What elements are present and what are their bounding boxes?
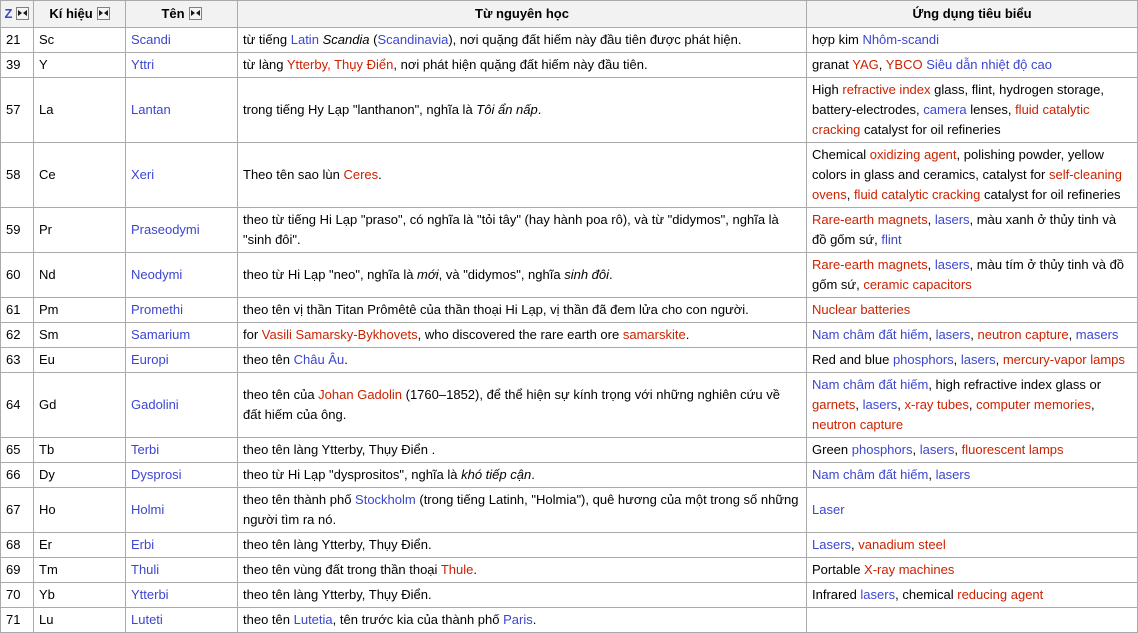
- element-name-link[interactable]: Gadolini: [131, 397, 179, 412]
- z-cell: [1, 253, 34, 298]
- column-header-etymology: [238, 1, 807, 28]
- etymology-text: trong tiếng Hy Lạp "lanthanon", nghĩa là: [243, 102, 477, 117]
- name-cell: [126, 488, 238, 533]
- applications-text: ,: [927, 257, 935, 272]
- etymology-text: Scandia: [322, 32, 370, 47]
- sort-icon[interactable]: [189, 7, 202, 20]
- link[interactable]: Châu Âu: [293, 352, 345, 367]
- etymology-text: theo tên: [243, 352, 294, 367]
- table-row: [1, 533, 1138, 558]
- applications-cell: [807, 53, 1138, 78]
- table-row: [1, 28, 1138, 53]
- applications-text: ,: [851, 537, 859, 552]
- link[interactable]: Nam châm đất hiếm: [812, 377, 929, 392]
- applications-text: hợp kim: [812, 32, 863, 47]
- symbol-value: Dy: [39, 467, 55, 482]
- etymology-cell: [238, 53, 807, 78]
- name-cell: [126, 208, 238, 253]
- etymology-text: , và "didymos", nghĩa: [438, 267, 565, 282]
- applications-text: ,: [846, 187, 854, 202]
- z-value: 60: [6, 267, 21, 282]
- red-link[interactable]: Johan Gadolin: [318, 387, 403, 402]
- etymology-text: theo tên vị thần Titan Prômêtê của thần thoại Hi Lạp, vị thần đã đem lửa cho con người.: [243, 302, 749, 317]
- link[interactable]: masers: [1075, 327, 1119, 342]
- symbol-cell: [34, 348, 126, 373]
- applications-text: ,: [927, 212, 935, 227]
- symbol-cell: [34, 438, 126, 463]
- link[interactable]: Lutetia: [293, 612, 333, 627]
- symbol-cell: [34, 533, 126, 558]
- applications-text: Chemical: [812, 147, 870, 162]
- etymology-text: (trong tiếng Latinh, "Holmia"), quê hương của một trong số những người tìm ra nó.: [243, 492, 799, 527]
- symbol-cell: [34, 323, 126, 348]
- etymology-text: (: [369, 32, 378, 47]
- etymology-text: sinh đôi: [564, 267, 610, 282]
- etymology-text: ), nơi quặng đất hiếm này đầu tiên được phát hiện.: [448, 32, 742, 47]
- symbol-cell: [34, 143, 126, 208]
- symbol-value: Er: [39, 537, 52, 552]
- link[interactable]: Siêu dẫn nhiệt độ cao: [926, 57, 1052, 72]
- applications-text: lenses,: [966, 102, 1016, 117]
- etymology-text: .: [531, 467, 535, 482]
- etymology-cell: [238, 253, 807, 298]
- applications-text: ,: [970, 327, 978, 342]
- applications-text: glass, flint, hydrogen storage, battery-electrodes,: [812, 82, 1104, 117]
- link[interactable]: Laser: [812, 502, 845, 517]
- applications-cell: [807, 608, 1138, 633]
- red-link[interactable]: Nuclear batteries: [812, 302, 911, 317]
- applications-header-label: Ứng dụng tiêu biểu: [912, 6, 1032, 21]
- etymology-text: khó tiếp cận: [461, 467, 532, 482]
- z-cell: [1, 78, 34, 143]
- z-value: 71: [6, 612, 21, 627]
- z-value: 67: [6, 502, 21, 517]
- applications-cell: [807, 373, 1138, 438]
- name-cell: [126, 608, 238, 633]
- link[interactable]: lasers: [919, 442, 955, 457]
- red-link[interactable]: YAG: [852, 57, 879, 72]
- applications-text: ,: [912, 442, 920, 457]
- z-value: 61: [6, 302, 21, 317]
- applications-cell: [807, 253, 1138, 298]
- z-cell: [1, 53, 34, 78]
- column-header-name[interactable]: [126, 1, 238, 28]
- etymology-text: theo tên: [243, 612, 294, 627]
- element-name-link[interactable]: Promethi: [131, 302, 184, 317]
- element-name-link[interactable]: Xeri: [131, 167, 155, 182]
- table-row: [1, 253, 1138, 298]
- link[interactable]: Stockholm: [355, 492, 416, 507]
- etymology-cell: [238, 208, 807, 253]
- red-link[interactable]: garnets: [812, 397, 856, 412]
- name-cell: [126, 348, 238, 373]
- element-name-link[interactable]: Luteti: [131, 612, 163, 627]
- table-row: [1, 438, 1138, 463]
- table-body: [1, 28, 1138, 633]
- applications-text: ,: [855, 397, 863, 412]
- z-cell: [1, 298, 34, 323]
- applications-cell: [807, 533, 1138, 558]
- etymology-text: .: [537, 102, 542, 117]
- applications-text: granat: [812, 57, 853, 72]
- z-cell: [1, 463, 34, 488]
- applications-cell: [807, 208, 1138, 253]
- z-cell: [1, 28, 34, 53]
- symbol-value: Sc: [39, 32, 55, 47]
- link[interactable]: Nhôm-scandi: [862, 32, 940, 47]
- etymology-text: (1760–1852), để thể hiện sự kính trọng với những nghiên cứu về đất hiếm của ông.: [243, 387, 780, 422]
- red-link[interactable]: computer memories: [976, 397, 1091, 412]
- link[interactable]: Lasers: [812, 537, 852, 552]
- applications-text: ,: [878, 57, 886, 72]
- symbol-value: Nd: [39, 267, 56, 282]
- etymology-cell: [238, 488, 807, 533]
- red-link[interactable]: neutron capture: [812, 417, 904, 432]
- etymology-cell: [238, 298, 807, 323]
- z-value: 21: [6, 32, 21, 47]
- z-value: 58: [6, 167, 21, 182]
- symbol-cell: [34, 558, 126, 583]
- element-name-link[interactable]: Yttri: [131, 57, 155, 72]
- z-value: 59: [6, 222, 21, 237]
- red-link[interactable]: mercury-vapor lamps: [1002, 352, 1125, 367]
- red-link[interactable]: Ytterby, Thụy Điển: [286, 57, 394, 72]
- applications-text: , high refractive index glass or: [928, 377, 1102, 392]
- symbol-value: Tm: [39, 562, 58, 577]
- z-cell: [1, 533, 34, 558]
- applications-text: High: [812, 82, 843, 97]
- link[interactable]: lasers: [862, 397, 898, 412]
- element-name-link[interactable]: Europi: [131, 352, 169, 367]
- etymology-text: , who discovered the rare earth ore: [417, 327, 623, 342]
- name-cell: [126, 53, 238, 78]
- etymology-text: theo từ tiếng Hi Lạp "praso", có nghĩa là "tỏi tây" (hay hành poa rô), và từ "didymos", nghĩa là "sinh đôi".: [243, 212, 779, 247]
- link[interactable]: Nam châm đất hiếm: [812, 327, 929, 342]
- etymology-text: , nơi phát hiện quặng đất hiếm này đầu tiên.: [393, 57, 648, 72]
- red-link[interactable]: fluid catalytic cracking: [812, 102, 1090, 137]
- etymology-cell: [238, 28, 807, 53]
- z-value: 70: [6, 587, 21, 602]
- applications-text: , màu xanh ở thủy tinh và đồ gốm sứ,: [812, 212, 1117, 247]
- z-cell: [1, 488, 34, 533]
- applications-cell: [807, 28, 1138, 53]
- z-cell: [1, 583, 34, 608]
- applications-text: Portable: [812, 562, 865, 577]
- etymology-text: theo tên làng Ytterby, Thụy Điển .: [243, 442, 436, 457]
- symbol-value: Pr: [39, 222, 52, 237]
- column-header-symbol[interactable]: [34, 1, 126, 28]
- link[interactable]: lasers: [935, 467, 971, 482]
- z-value: 64: [6, 397, 21, 412]
- applications-text: ,: [953, 352, 961, 367]
- etymology-cell: [238, 348, 807, 373]
- symbol-cell: [34, 78, 126, 143]
- etymology-text: từ tiếng: [243, 32, 291, 47]
- link[interactable]: Nam châm đất hiếm: [812, 467, 929, 482]
- red-link[interactable]: samarskite: [622, 327, 686, 342]
- symbol-cell: [34, 298, 126, 323]
- table-row: [1, 463, 1138, 488]
- symbol-cell: [34, 488, 126, 533]
- name-cell: [126, 583, 238, 608]
- name-cell: [126, 438, 238, 463]
- etymology-cell: [238, 78, 807, 143]
- red-link[interactable]: YBCO: [885, 57, 923, 72]
- z-value: 65: [6, 442, 21, 457]
- symbol-value: Lu: [39, 612, 54, 627]
- element-name-link[interactable]: Terbi: [131, 442, 160, 457]
- symbol-cell: [34, 253, 126, 298]
- column-header-applications: [807, 1, 1138, 28]
- z-value: 39: [6, 57, 21, 72]
- link[interactable]: lasers: [860, 587, 896, 602]
- red-link[interactable]: X-ray machines: [864, 562, 955, 577]
- red-link[interactable]: Rare-earth magnets: [812, 257, 928, 272]
- z-cell: [1, 438, 34, 463]
- red-link[interactable]: vanadium steel: [858, 537, 946, 552]
- table-row: [1, 323, 1138, 348]
- symbol-cell: [34, 28, 126, 53]
- red-link[interactable]: Thule: [440, 562, 474, 577]
- applications-cell: [807, 463, 1138, 488]
- symbol-cell: [34, 608, 126, 633]
- name-cell: [126, 533, 238, 558]
- applications-text: ,: [1090, 397, 1095, 412]
- symbol-value: Y: [39, 57, 48, 72]
- table-row: [1, 208, 1138, 253]
- red-link[interactable]: self-cleaning ovens: [812, 167, 1122, 202]
- symbol-value: Yb: [39, 587, 55, 602]
- etymology-text: theo tên vùng đất trong thần thoại: [243, 562, 441, 577]
- etymology-cell: [238, 143, 807, 208]
- etymology-text: .: [378, 167, 382, 182]
- etymology-text: for: [243, 327, 262, 342]
- name-cell: [126, 253, 238, 298]
- etymology-text: , tên trước kia của thành phố: [332, 612, 504, 627]
- z-cell: [1, 373, 34, 438]
- symbol-value: Tb: [39, 442, 55, 457]
- name-cell: [126, 78, 238, 143]
- name-cell: [126, 558, 238, 583]
- applications-cell: [807, 583, 1138, 608]
- etymology-cell: [238, 373, 807, 438]
- table-row: [1, 143, 1138, 208]
- name-cell: [126, 323, 238, 348]
- etymology-text: theo tên của: [243, 387, 319, 402]
- table-row: [1, 53, 1138, 78]
- column-header-z[interactable]: [1, 1, 34, 28]
- red-link[interactable]: ceramic capacitors: [863, 277, 972, 292]
- etymology-text: .: [685, 327, 690, 342]
- name-cell: [126, 463, 238, 488]
- sort-icon[interactable]: [97, 7, 110, 20]
- element-name-link[interactable]: Dysprosi: [131, 467, 182, 482]
- name-cell: [126, 298, 238, 323]
- z-header-link[interactable]: Z: [4, 6, 13, 21]
- etymology-cell: [238, 533, 807, 558]
- applications-cell: [807, 323, 1138, 348]
- etymology-header-label: Từ nguyên học: [475, 6, 569, 21]
- symbol-value: Pm: [39, 302, 59, 317]
- applications-text: , polishing powder, yellow colors in glass and ceramics, catalyst for: [812, 147, 1104, 182]
- etymology-text: mới: [417, 267, 439, 282]
- name-cell: [126, 143, 238, 208]
- etymology-text: theo từ Hi Lạp "neo", nghĩa là: [243, 267, 418, 282]
- etymology-text: Tôi ẩn nấp: [476, 102, 538, 117]
- applications-cell: [807, 348, 1138, 373]
- applications-cell: [807, 488, 1138, 533]
- etymology-cell: [238, 558, 807, 583]
- symbol-cell: [34, 373, 126, 438]
- symbol-cell: [34, 53, 126, 78]
- applications-text: ,: [928, 327, 936, 342]
- element-name-link[interactable]: Erbi: [131, 537, 155, 552]
- z-value: 63: [6, 352, 21, 367]
- red-link[interactable]: fluid catalytic cracking: [853, 187, 981, 202]
- symbol-cell: [34, 583, 126, 608]
- etymology-text: .: [609, 267, 613, 282]
- table-row: [1, 298, 1138, 323]
- sort-icon[interactable]: [16, 7, 29, 20]
- table-row: [1, 608, 1138, 633]
- etymology-text: .: [532, 612, 537, 627]
- red-link[interactable]: oxidizing agent: [869, 147, 957, 162]
- link[interactable]: lasers: [934, 257, 970, 272]
- etymology-cell: [238, 323, 807, 348]
- symbol-cell: [34, 463, 126, 488]
- etymology-text: theo tên làng Ytterby, Thụy Điển.: [243, 537, 432, 552]
- name-cell: [126, 28, 238, 53]
- link[interactable]: lasers: [934, 212, 970, 227]
- etymology-cell: [238, 438, 807, 463]
- element-name-link[interactable]: Praseodymi: [131, 222, 200, 237]
- red-link[interactable]: refractive index: [842, 82, 931, 97]
- applications-cell: [807, 298, 1138, 323]
- applications-text: ,: [954, 442, 962, 457]
- applications-text: Infrared: [812, 587, 861, 602]
- element-name-link[interactable]: Lantan: [131, 102, 171, 117]
- applications-cell: [807, 143, 1138, 208]
- etymology-text: .: [473, 562, 477, 577]
- link[interactable]: phosphors: [851, 442, 913, 457]
- link[interactable]: lasers: [935, 327, 971, 342]
- red-link[interactable]: Rare-earth magnets: [812, 212, 928, 227]
- z-value: 57: [6, 102, 21, 117]
- symbol-header-label: Kí hiệu: [49, 6, 93, 21]
- etymology-cell: [238, 583, 807, 608]
- z-value: 66: [6, 467, 21, 482]
- red-link[interactable]: neutron capture: [977, 327, 1069, 342]
- symbol-value: Gd: [39, 397, 57, 412]
- applications-text: , màu tím ở thủy tinh và đồ gốm sứ,: [812, 257, 1125, 292]
- applications-cell: [807, 558, 1138, 583]
- applications-text: catalyst for oil refineries: [860, 122, 1001, 137]
- red-link[interactable]: reducing agent: [957, 587, 1044, 602]
- symbol-value: Ho: [39, 502, 56, 517]
- element-name-link[interactable]: Scandi: [131, 32, 171, 47]
- symbol-cell: [34, 208, 126, 253]
- etymology-cell: [238, 463, 807, 488]
- z-cell: [1, 608, 34, 633]
- table-row: [1, 488, 1138, 533]
- z-cell: [1, 558, 34, 583]
- red-link[interactable]: fluorescent lamps: [961, 442, 1064, 457]
- etymology-text: theo từ Hi Lạp "dysprositos", nghĩa là: [243, 467, 462, 482]
- link[interactable]: Paris: [503, 612, 533, 627]
- name-header-label: Tên: [161, 6, 185, 21]
- etymology-text: .: [344, 352, 348, 367]
- name-cell: [126, 373, 238, 438]
- red-link[interactable]: x-ray tubes: [904, 397, 969, 412]
- link[interactable]: Scandinavia: [377, 32, 449, 47]
- table-row: [1, 348, 1138, 373]
- z-value: 69: [6, 562, 21, 577]
- link[interactable]: camera: [923, 102, 967, 117]
- applications-text: Green: [812, 442, 852, 457]
- applications-text: ,: [1068, 327, 1076, 342]
- z-value: 62: [6, 327, 21, 342]
- applications-text: Red and blue: [812, 352, 893, 367]
- symbol-value: La: [39, 102, 54, 117]
- applications-text: catalyst for oil refineries: [980, 187, 1121, 202]
- applications-cell: [807, 78, 1138, 143]
- etymology-text: từ làng: [243, 57, 287, 72]
- symbol-value: Ce: [39, 167, 56, 182]
- applications-text: ,: [995, 352, 1003, 367]
- header-row: [1, 1, 1138, 28]
- etymology-cell: [238, 608, 807, 633]
- z-value: 68: [6, 537, 21, 552]
- applications-text: ,: [928, 467, 936, 482]
- element-name-link[interactable]: Neodymi: [131, 267, 183, 282]
- link[interactable]: phosphors: [892, 352, 954, 367]
- element-name-link[interactable]: Samarium: [131, 327, 191, 342]
- z-cell: [1, 143, 34, 208]
- z-cell: [1, 323, 34, 348]
- table-row: [1, 583, 1138, 608]
- etymology-text: Theo tên sao lùn: [243, 167, 344, 182]
- element-name-link[interactable]: Holmi: [131, 502, 165, 517]
- applications-text: ,: [897, 397, 905, 412]
- etymology-text: theo tên làng Ytterby, Thụy Điển.: [243, 587, 432, 602]
- table-row: [1, 558, 1138, 583]
- red-link[interactable]: Ceres: [343, 167, 379, 182]
- element-name-link[interactable]: Ytterbi: [131, 587, 169, 602]
- etymology-text: theo tên thành phố: [243, 492, 356, 507]
- element-name-link[interactable]: Thuli: [131, 562, 160, 577]
- table-row: [1, 373, 1138, 438]
- applications-cell: [807, 438, 1138, 463]
- symbol-value: Eu: [39, 352, 55, 367]
- z-cell: [1, 208, 34, 253]
- link[interactable]: flint: [881, 232, 902, 247]
- table-row: [1, 78, 1138, 143]
- applications-text: , chemical: [895, 587, 958, 602]
- applications-text: ,: [968, 397, 977, 412]
- z-cell: [1, 348, 34, 373]
- symbol-value: Sm: [39, 327, 59, 342]
- red-link[interactable]: Vasili Samarsky-Bykhovets: [261, 327, 418, 342]
- link[interactable]: Latin: [290, 32, 319, 47]
- link[interactable]: lasers: [960, 352, 996, 367]
